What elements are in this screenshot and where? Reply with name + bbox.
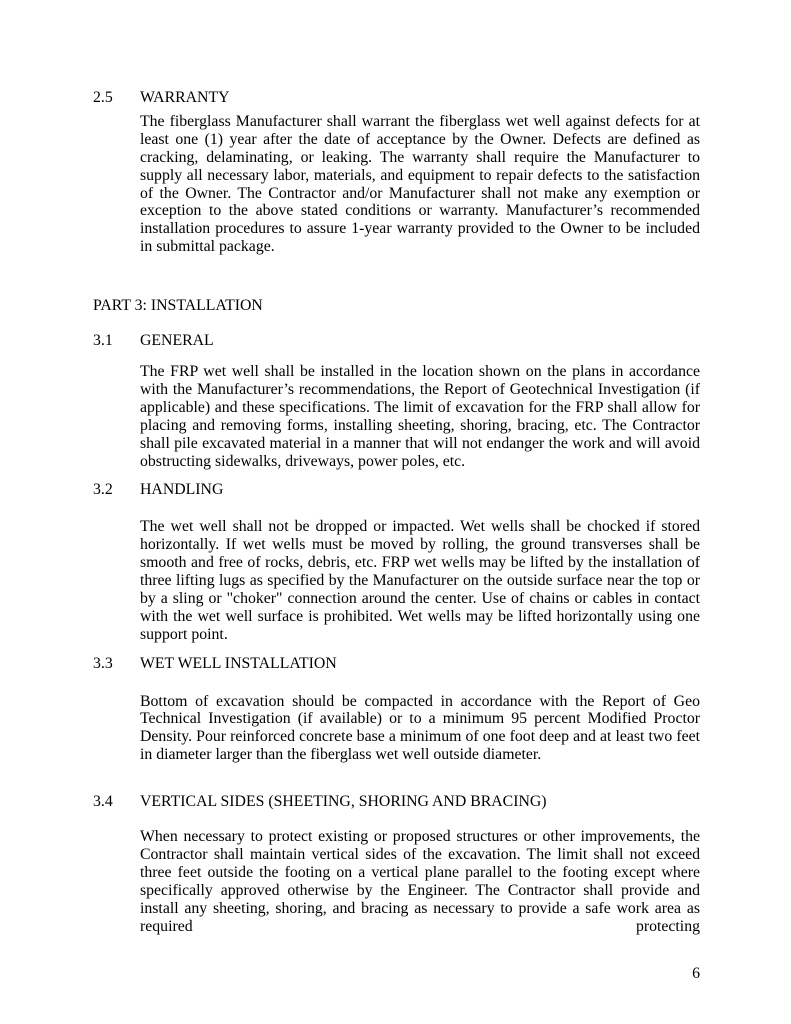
section-title: HANDLING (140, 481, 224, 499)
section-number: 3.1 (93, 332, 113, 350)
section-title: WARRANTY (140, 89, 230, 106)
section-heading-3-2 (93, 481, 700, 499)
section-paragraph-handling: The wet well shall not be dropped or impacted. Wet wells shall be chocked if stored horizontally. If wet wells must be moved by rolling, the ground transverses shall be smooth and free of rocks, debris, etc. FRP wet wells may be lifted by the installation of three lifting lugs as specified by the Manufacturer on the outside surface near the top or by a sling or "choker" connection around the center. Use of chains or cables in contact with the wet well surface is prohibited. Wet wells may be lifted horizontally using one support point. (140, 518, 700, 643)
section-title: WET WELL INSTALLATION (140, 654, 337, 672)
section-title: GENERAL (140, 332, 214, 350)
section-heading-3-4 (93, 793, 700, 811)
section-title: VERTICAL SIDES (SHEETING, SHORING AND BRACING) (140, 793, 547, 811)
part-heading: PART 3: INSTALLATION (93, 297, 263, 315)
section-paragraph-wet-well-installation: Bottom of excavation should be compacted in accordance with the Report of Geo Technical Investigation (if available) or to a minimum 95 percent Modified Proctor Density. Pour reinforced concrete base a minimum of one foot deep and at least two feet in diameter larger than the fiberglass wet well outside diameter. (140, 692, 700, 764)
section-paragraph-general: The FRP wet well shall be installed in the location shown on the plans in accordance with the Manufacturer’s recommendations, the Report of Geotechnical Investigation (if applicable) and these specifications. The limit of excavation for the FRP shall allow for placing and removing forms, installing sheeting, shoring, bracing, etc. The Contractor shall pile excavated material in a manner that will not endanger the work and will avoid obstructing sidewalks, driveways, power poles, etc. (140, 362, 700, 470)
section-paragraph-vertical-sides: When necessary to protect existing or proposed structures or other improvements, the Contractor shall maintain vertical sides of the excavation. The limit shall not exceed three feet outside the footing on a vertical plane parallel to the footing except where specifically approved otherwise by the Engineer. The Contractor shall provide and install any sheeting, shoring, and bracing as necessary to provide a safe work area as required protecting (140, 828, 700, 935)
section-number: 3.4 (93, 793, 113, 811)
section-number: 2.5 (93, 89, 113, 106)
section-heading-3-3 (93, 655, 700, 673)
section-heading-3-1 (93, 332, 700, 350)
section-number: 3.2 (93, 481, 113, 499)
page-number: 6 (692, 965, 700, 982)
section-number: 3.3 (93, 654, 113, 672)
section-paragraph-warranty: The fiberglass Manufacturer shall warrant the fiberglass wet well against defects for at least one (1) year after the date of acceptance by the Owner. Defects are defined as cracking, delaminating, or leaking. The warranty shall require the Manufacturer to supply all necessary labor, materials, and equipment to repair defects to the satisfaction of the Owner. The Contractor and/or Manufacturer shall not make any exemption or exception to the above stated conditions or warranty. Manufacturer’s recommended installation procedures to assure 1-year warranty provided to the Owner to be included in submittal package. (140, 112, 700, 256)
section-heading-2-5 (93, 89, 700, 107)
